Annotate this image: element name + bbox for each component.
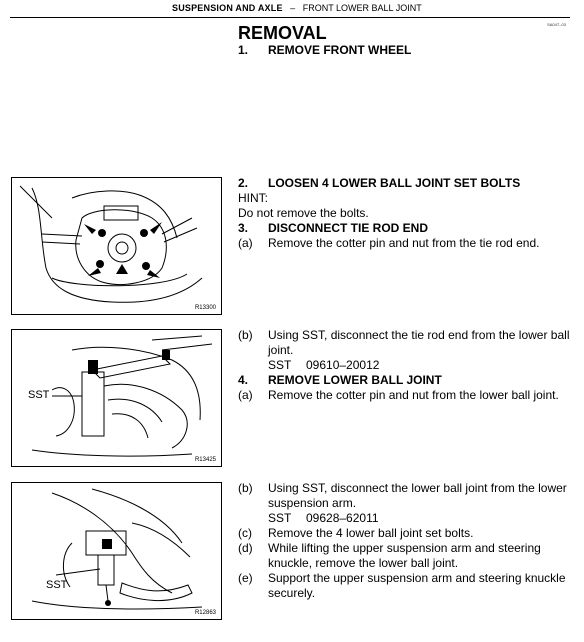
hint-text: Do not remove the bolts. [238,206,369,220]
hint-label: HINT: [238,191,268,205]
sst-leader-line-2 [56,569,100,575]
step-4d-line2: knuckle, remove the lower ball joint. [268,556,459,570]
step-3b-line2: joint. [268,343,294,357]
header-dash: – [290,3,296,13]
ball-joint-sst-illustration [12,483,221,619]
header-rule [10,17,570,18]
step-4b-sst-label: SST [268,511,292,525]
step-1-number: 1. [238,43,249,57]
step-4e-mark: (e) [238,571,253,585]
page-title: REMOVAL [238,23,327,43]
step-4a-text: Remove the cotter pin and nut from the lower ball joint. [268,388,559,402]
step-2-title: LOOSEN 4 LOWER BALL JOINT SET BOLTS [268,176,521,190]
step-4a-mark: (a) [238,388,253,402]
step-3a-mark: (a) [238,236,253,250]
figure-2-sst-label: SST [28,389,50,401]
step-3-number: 3. [238,221,249,235]
step-4e-line2: securely. [268,586,316,600]
step-4c-mark: (c) [238,526,252,540]
step-4e-line1: Support the upper suspension arm and steering knuckle [268,571,566,585]
step-4b-sst-number: 09628–62011 [306,511,379,525]
step-4b-line1: Using SST, disconnect the lower ball joint from the lower [268,481,567,495]
step-3b-mark: (b) [238,328,253,342]
figure-ball-joint-bolts [11,177,222,315]
step-3a-text: Remove the cotter pin and nut from the tie rod end. [268,236,540,250]
step-2-number: 2. [238,176,249,190]
step-4d-mark: (d) [238,541,253,555]
step-3b-line1: Using SST, disconnect the tie rod end from the lower ball [268,328,570,342]
header-topic: FRONT LOWER BALL JOINT [302,3,422,13]
header-section: SUSPENSION AND AXLE [172,3,283,13]
document-code: SA04T–03 [547,22,566,27]
figure-3-sst-label: SST [46,579,68,591]
figure-3-code: R12863 [194,610,216,616]
step-3b-sst-label: SST [268,358,292,372]
running-header [172,3,422,13]
step-4b-line2: suspension arm. [268,496,357,510]
step-4b-mark: (b) [238,481,253,495]
figure-ball-joint-sst [11,482,222,620]
step-4-number: 4. [238,373,249,387]
figure-tie-rod-sst [11,329,222,467]
step-4c-text: Remove the 4 lower ball joint set bolts. [268,526,474,540]
ball-joint-bolts-illustration [12,178,221,314]
figure-2-code: R13425 [194,457,216,463]
step-4-title: REMOVE LOWER BALL JOINT [268,373,442,387]
step-4d-line1: While lifting the upper suspension arm and steering [268,541,541,555]
step-3-title: DISCONNECT TIE ROD END [268,221,429,235]
step-1-title: REMOVE FRONT WHEEL [268,43,412,57]
step-3b-sst-number: 09610–20012 [306,358,380,372]
figure-1-code: R13300 [194,305,216,311]
